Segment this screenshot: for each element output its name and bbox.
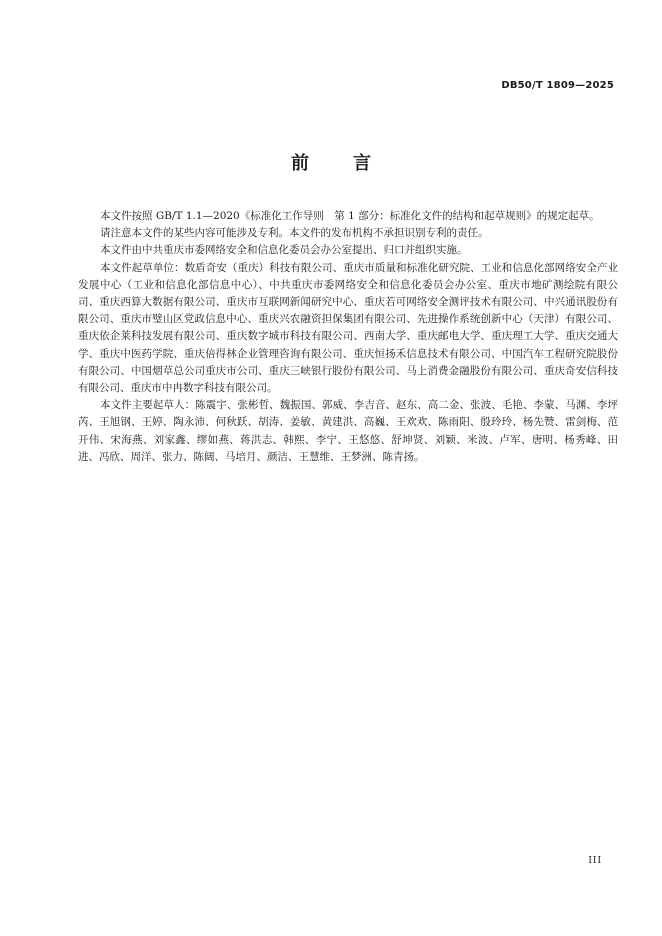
title-char-2: 言 xyxy=(353,153,371,174)
paragraph-drafters: 本文件主要起草人：陈震宇、张彬哲、魏振国、郭威、李吉音、赵东、高二金、张波、毛艳、李蒙、马渊、李坪芮、王旭钢、王婷、陶永沛、何秋跃、胡涛、姜敏、黄建洪、高巍、王欢欢、陈雨阳、殷玲玲、杨先赞、雷剑梅、范开伟、宋海燕、刘家鑫、缪如燕、蒋洪志、韩熙、李宁、王悠悠、舒坤贤、刘颖、米波、卢军、唐明、杨秀峰、田进、冯欣、周洋、张力、陈阔、马培月、颜洁、王慧维、王梦洲、陈青扬。 xyxy=(78,399,618,463)
page-number: III xyxy=(588,856,602,866)
paragraph-patent-notice: 请注意本文件的某些内容可能涉及专利。本文件的发布机构不承担识别专利的责任。 xyxy=(100,227,489,240)
standard-code: DB50/T 1809—2025 xyxy=(501,80,614,91)
foreword-body xyxy=(78,208,618,466)
title-char-1: 前 xyxy=(291,153,309,174)
paragraph-proposer: 本文件由中共重庆市委网络安全和信息化委员会办公室提出、归口并组织实施。 xyxy=(100,244,468,257)
paragraph-drafting-basis: 本文件按照 GB/T 1.1—2020《标准化工作导则 第 1 部分：标准化文件的结构和起草规则》的规定起草。 xyxy=(100,210,600,222)
page-title xyxy=(0,149,662,175)
paragraph-drafting-units: 本文件起草单位：数盾奇安（重庆）科技有限公司、重庆市质量和标准化研究院、工业和信息化部网络安全产业发展中心（工业和信息化部信息中心）、中共重庆市委网络安全和信息化委员会办公室、重庆市地矿测绘院有限公司、重庆西算大数据有限公司、重庆市互联网新闻研究中心、重庆若可网络安全测评技术有限公司、中兴通讯股份有限公司、重庆市璧山区党政信息中心、重庆兴农融资担保集团有限公司、先进操作系统创新中心（天津）有限公司、重庆依企莱科技发展有限公司、重庆数字城市科技有限公司、西南大学、重庆邮电大学、重庆理工大学、重庆交通大学、重庆中医药学院、重庆倍得林企业管理咨询有限公司、重庆恒扬禾信息技术有限公司、中国汽车工程研究院股份有限公司、中国烟草总公司重庆市公司、重庆三峡银行股份有限公司、马上消费金融股份有限公司、重庆奇安信科技有限公司、重庆市中冉数字科技有限公司。 xyxy=(78,261,618,395)
